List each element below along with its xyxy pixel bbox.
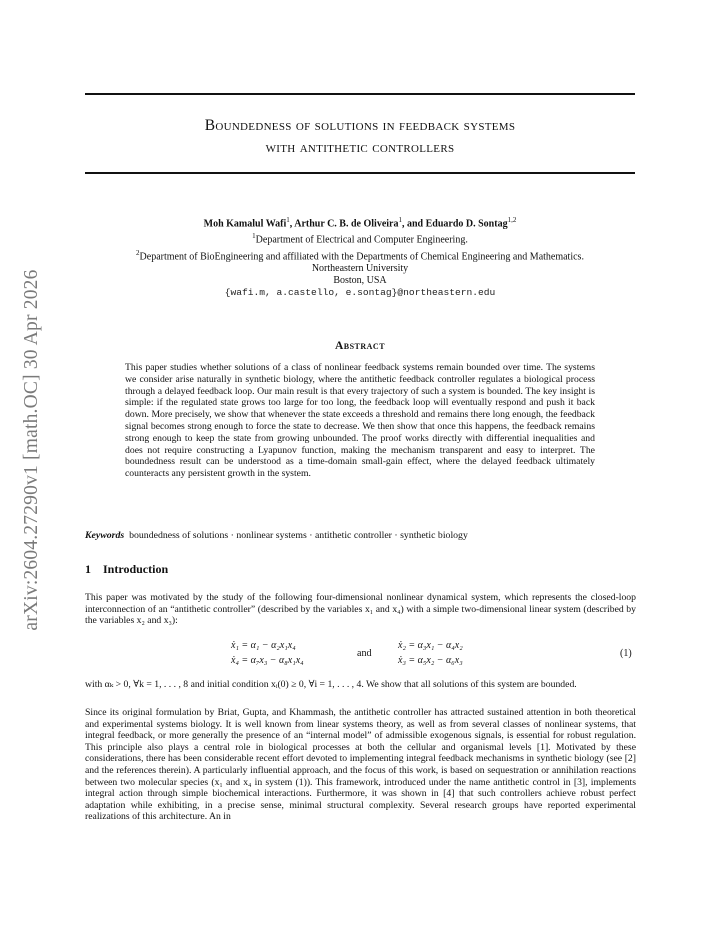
author-emails[interactable]: {wafi.m, a.castello, e.sontag}@northeastern.edu	[224, 286, 496, 298]
affil-1-sup: 1	[252, 232, 256, 241]
university: Northeastern University	[311, 262, 409, 274]
abstract-heading: Abstract	[334, 340, 386, 352]
author-2: Arthur C. B. de Oliveira	[294, 218, 399, 230]
keywords-label: Keywords	[85, 530, 125, 541]
affiliation-2	[60, 247, 660, 263]
equation-x4: ẋ₄ = α₇x₃ − α₈x₁x₄	[231, 655, 304, 666]
intro-paragraph-2: with αₖ > 0, ∀k = 1, . . . , 8 and initial condition xᵢ(0) ≥ 0, ∀i = 1, . . . , 4. We show that all solutions of this system are bounded.	[85, 679, 577, 690]
section-number: 1	[85, 562, 91, 576]
author-sep-1: ,	[289, 218, 295, 230]
title-rule-bottom	[85, 172, 635, 174]
intro-paragraph-3: Since its original formulation by Briat, Gupta, and Khammash, the antithetic controller has attracted sustained attention in both theoretical and experimental systems biology. It is well known from linear systems theory, as well as from several classes of nonlinear systems, that integral feedback, or more generally the presence of an “internal model” of admissible exogenous signals, is essential for robust regulation. This principle also plays a central role in biological processes at both the cellular and organismal levels [1]. Motivated by these considerations, there has been considerable recent effort devoted to implementing integral feedback mechanisms in synthetic biology (see [2] and the references therein). A particularly influential approach, and the focus of this work, is based on sequestration or annihilation reactions between two molecular species (x₁ and x₄ in system (1)). This framework, introduced under the name antithetic control in [3], implements integral action through simple biochemical interactions. Furthermore, it was shown in [4] that such controllers achieve robust perfect adaptation while exhibiting, in a precise sense, minimal structural complexity. Several research groups have reported experimental realizations of this architecture. An in	[85, 707, 636, 823]
affil-2-sup: 2	[136, 248, 140, 257]
author-line	[60, 214, 660, 230]
author-block	[60, 214, 660, 299]
equation-and: and	[357, 648, 372, 659]
author-sep-2: , and	[401, 218, 426, 230]
affil-1-text: Department of Electrical and Computer Engineering.	[255, 234, 468, 246]
abstract-text: This paper studies whether solutions of a class of nonlinear feedback systems remain bounded over time. The systems we consider arise naturally in synthetic biology, where the antithetic feedback controller regulates a biological process through a delayed feedback loop. Our main result is that every trajectory of such a system is bounded. The key insight is simple: if the regulated state grows too large for too long, the feedback loop will eventually respond and push it back down. More precisely, we show that whenever the state exceeds a threshold and remains there long enough, the feedback signal becomes strong enough to force the state to decrease. We then show that once this happens, the feedback remains strong enough to keep the state from growing unbounded. The proof works directly with differential inequalities and does not require constructing a Lyapunov function, making the mechanism transparent and easy to interpret. The boundedness result can be understood as a time-domain small-gain effect, where the delayed feedback ultimately counteracts any persistent growth in the system.	[125, 362, 595, 480]
affiliation-1	[60, 230, 660, 246]
equation-x1: ẋ₁ = α₁ − α₂x₁x₄	[231, 640, 296, 651]
section-title: Introduction	[103, 562, 169, 576]
intro-paragraph-1: This paper was motivated by the study of the following four-dimensional nonlinear dynamical system, which represents the closed-loop interconnection of an “antithetic controller” (described by the variables x₁ and x₄) with a simple two-dimensional linear system (described by the variables x₂ and x₃):	[85, 592, 636, 627]
keywords-text: boundedness of solutions · nonlinear systems · antithetic controller · synthetic biology	[129, 530, 468, 541]
author-3: Eduardo D. Sontag	[425, 218, 508, 230]
equation-x3: ẋ₃ = α₅x₂ − α₆x₃	[398, 655, 463, 666]
city: Boston, USA	[333, 274, 387, 286]
author-2-sup: 1	[398, 216, 402, 224]
author-1: Moh Kamalul Wafi	[203, 218, 287, 230]
equation-x2: ẋ₂ = α₃x₁ − α₄x₂	[398, 640, 463, 651]
equation-number: (1)	[620, 648, 632, 659]
title-rule-top	[85, 93, 635, 95]
paper-title	[85, 115, 635, 159]
arxiv-id[interactable]: arXiv:2604.27290v1 [math.OC] 30 Apr 2026	[21, 269, 42, 631]
title-line-1: Boundedness of solutions in feedback systems	[204, 117, 516, 134]
affil-2-text: Department of BioEngineering and affiliated with the Departments of Chemical Engineering and Mathematics.	[139, 250, 584, 262]
author-3-sup: 1,2	[507, 216, 517, 224]
section-heading	[85, 562, 168, 577]
author-1-sup: 1	[286, 216, 290, 224]
arxiv-stamp	[22, 245, 42, 655]
keywords	[85, 530, 635, 541]
title-line-2: with antithetic controllers	[265, 139, 455, 156]
